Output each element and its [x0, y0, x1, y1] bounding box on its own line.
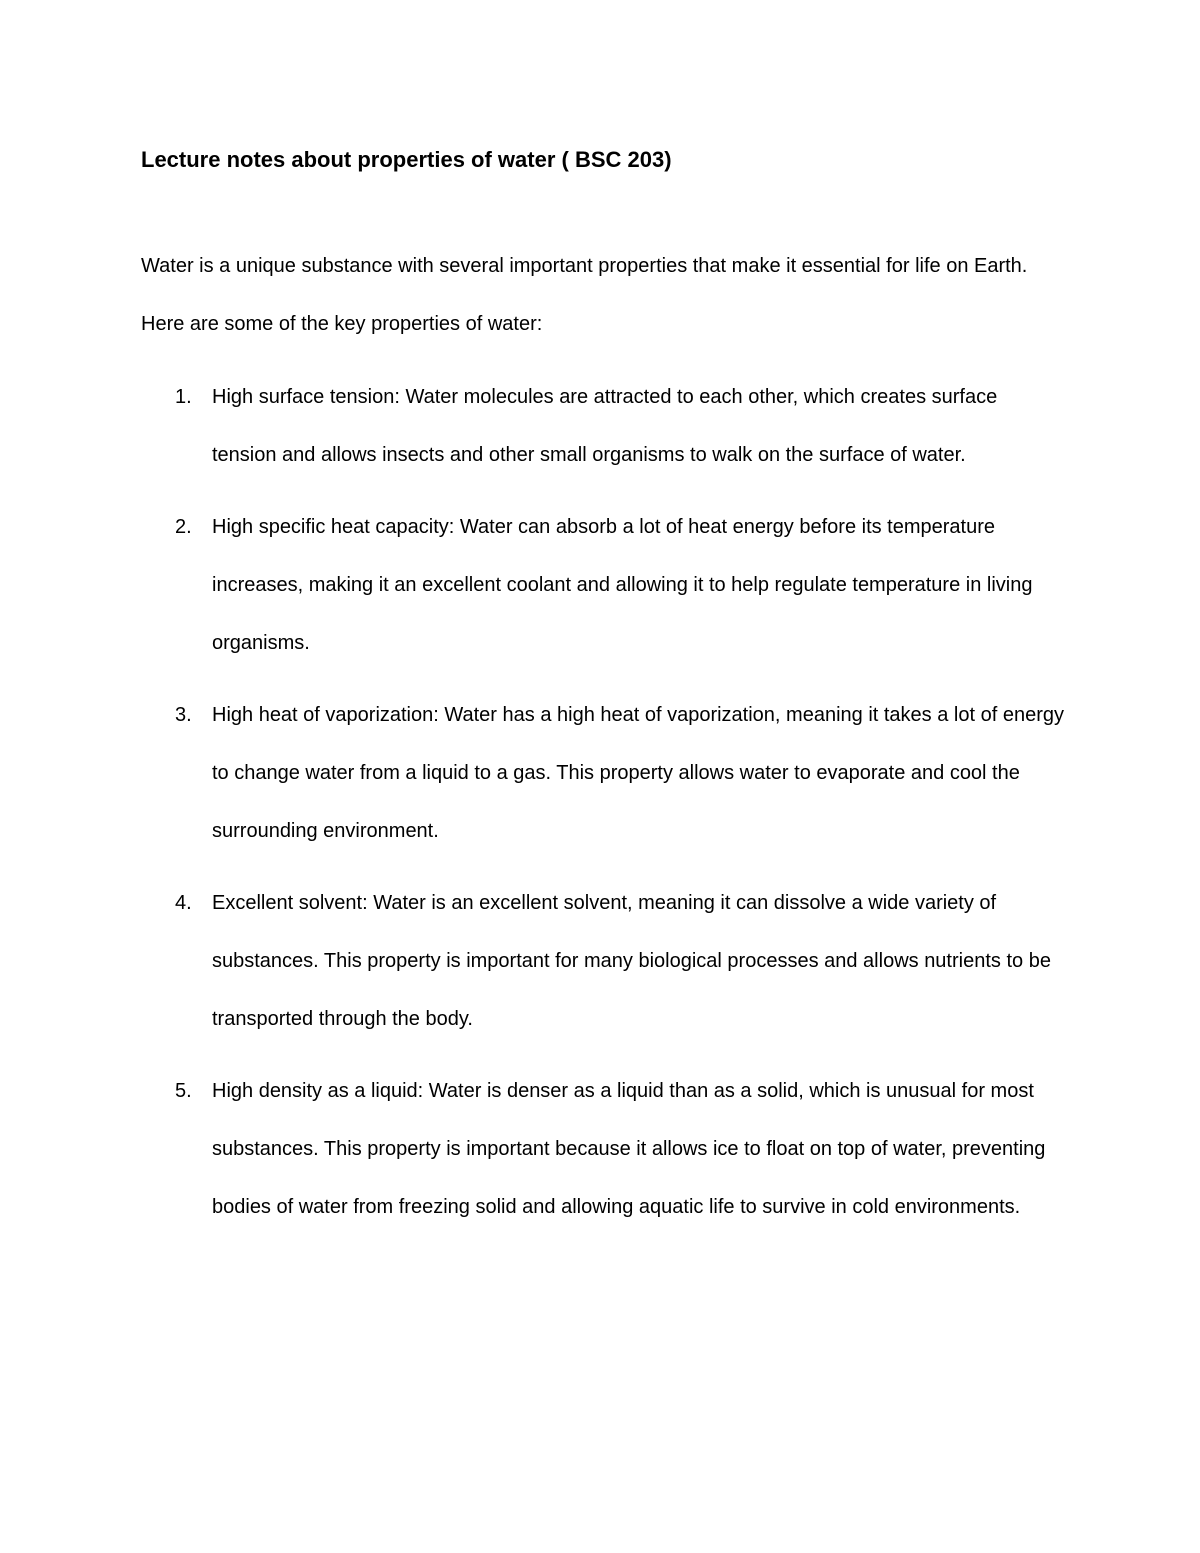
list-item-text: High surface tension: Water molecules are attracted to each other, which creates surface tension and allows insects and other small organisms to walk on the surface of water.	[212, 386, 998, 466]
intro-paragraph: Water is a unique substance with several important properties that make it essential for life on Earth. Here are some of the key properties of water:	[141, 255, 1028, 335]
list-item-text: High heat of vaporization: Water has a high heat of vaporization, meaning it takes a lot of energy to change water from a liquid to a gas. This property allows water to evaporate and cool the surrounding environment.	[212, 704, 1064, 842]
list-item-number: 4.	[175, 892, 192, 914]
document-title: Lecture notes about properties of water ( BSC 203)	[141, 147, 672, 172]
list-item	[141, 686, 1066, 860]
list-item	[141, 1062, 1066, 1236]
list-item-number: 2.	[175, 516, 192, 538]
list-item-number: 1.	[175, 386, 192, 408]
list-item-number: 3.	[175, 704, 192, 726]
list-item-text: High density as a liquid: Water is denser as a liquid than as a solid, which is unusual for most substances. This property is important because it allows ice to float on top of water, preventing bodies of water from freezing solid and allowing aquatic life to survive in cold environments.	[212, 1080, 1046, 1218]
list-item-number: 5.	[175, 1080, 192, 1102]
properties-list	[141, 368, 1066, 1250]
list-item	[141, 368, 1066, 484]
list-item	[141, 498, 1066, 672]
list-item-text: High specific heat capacity: Water can absorb a lot of heat energy before its temperature increases, making it an excellent coolant and allowing it to help regulate temperature in living organisms.	[212, 516, 1033, 654]
list-item	[141, 874, 1066, 1048]
list-item-text: Excellent solvent: Water is an excellent solvent, meaning it can dissolve a wide variety of substances. This property is important for many biological processes and allows nutrients to be transported through the body.	[212, 892, 1051, 1030]
